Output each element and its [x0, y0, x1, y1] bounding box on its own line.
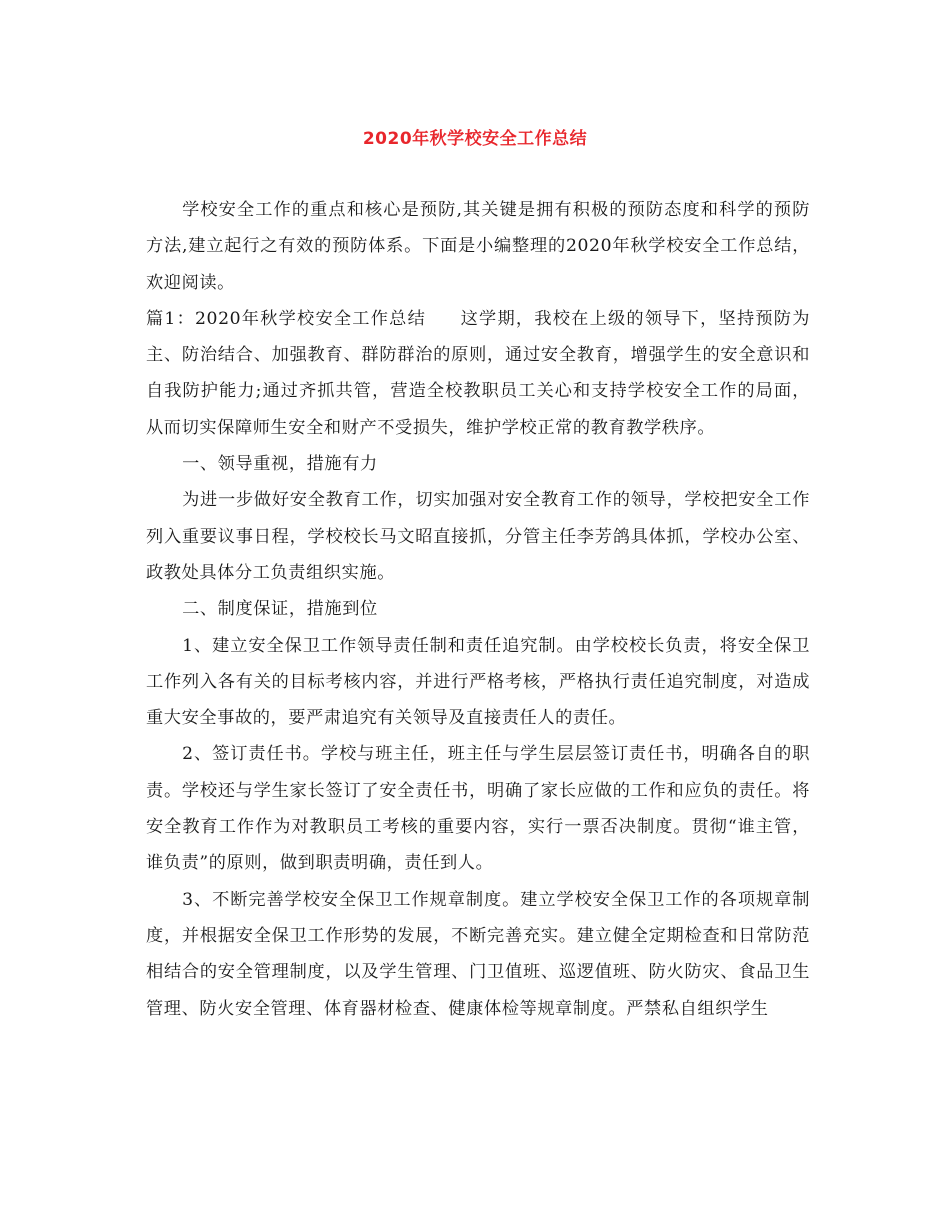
- section-heading-2: 二、制度保证，措施到位: [182, 599, 378, 620]
- article-paragraph: [146, 301, 810, 446]
- article-body: 这学期，我校在上级的领导下，坚持预防为主、防治结合、加强教育、群防群治的原则，通过安全教育，增强学生的安全意识和自我防护能力;通过齐抓共管，营造全校教职员工关心和支持学校安全工作的局面，从而切实保障师生安全和财产不受损失，维护学校正常的教育教学秩序。: [146, 308, 810, 438]
- document-body: [146, 192, 810, 1027]
- list-item-3: 3、不断完善学校安全保卫工作规章制度。建立学校安全保卫工作的各项规章制度，并根据安全保卫工作形势的发展，不断完善充实。建立健全定期检查和日常防范相结合的安全管理制度，以及学生管理、门卫值班、巡逻值班、防火防灾、食品卫生管理、防火安全管理、体育器材检查、健康体检等规章制度。严禁私自组织学生: [146, 889, 810, 1019]
- list-item-2: 2、签订责任书。学校与班主任，班主任与学生层层签订责任书，明确各自的职责。学校还与学生家长签订了安全责任书，明确了家长应做的工作和应负的责任。将安全教育工作作为对教职员工考核的重要内容，实行一票否决制度。贯彻“谁主管，谁负责”的原则，做到职责明确，责任到人。: [146, 744, 810, 874]
- section-paragraph-1: 为进一步做好安全教育工作，切实加强对安全教育工作的领导，学校把安全工作列入重要议事日程，学校校长马文昭直接抓，分管主任李芳鸽具体抓，学校办公室、政教处具体分工负责组织实施。: [146, 490, 810, 583]
- document-title: 2020年秋学校安全工作总结: [362, 129, 588, 149]
- article-label: 篇1：2020年秋学校安全工作总结: [146, 308, 426, 329]
- section-heading-1: 一、领导重视，措施有力: [182, 454, 378, 475]
- intro-paragraph: 学校安全工作的重点和核心是预防,其关键是拥有积极的预防态度和科学的预防方法,建立起行之有效的预防体系。下面是小编整理的2020年秋学校安全工作总结，欢迎阅读。: [146, 200, 810, 293]
- list-item-1: 1、建立安全保卫工作领导责任制和责任追究制。由学校校长负责，将安全保卫工作列入各有关的目标考核内容，并进行严格考核，严格执行责任追究制度，对造成重大安全事故的，要严肃追究有关领导及直接责任人的责任。: [146, 635, 810, 729]
